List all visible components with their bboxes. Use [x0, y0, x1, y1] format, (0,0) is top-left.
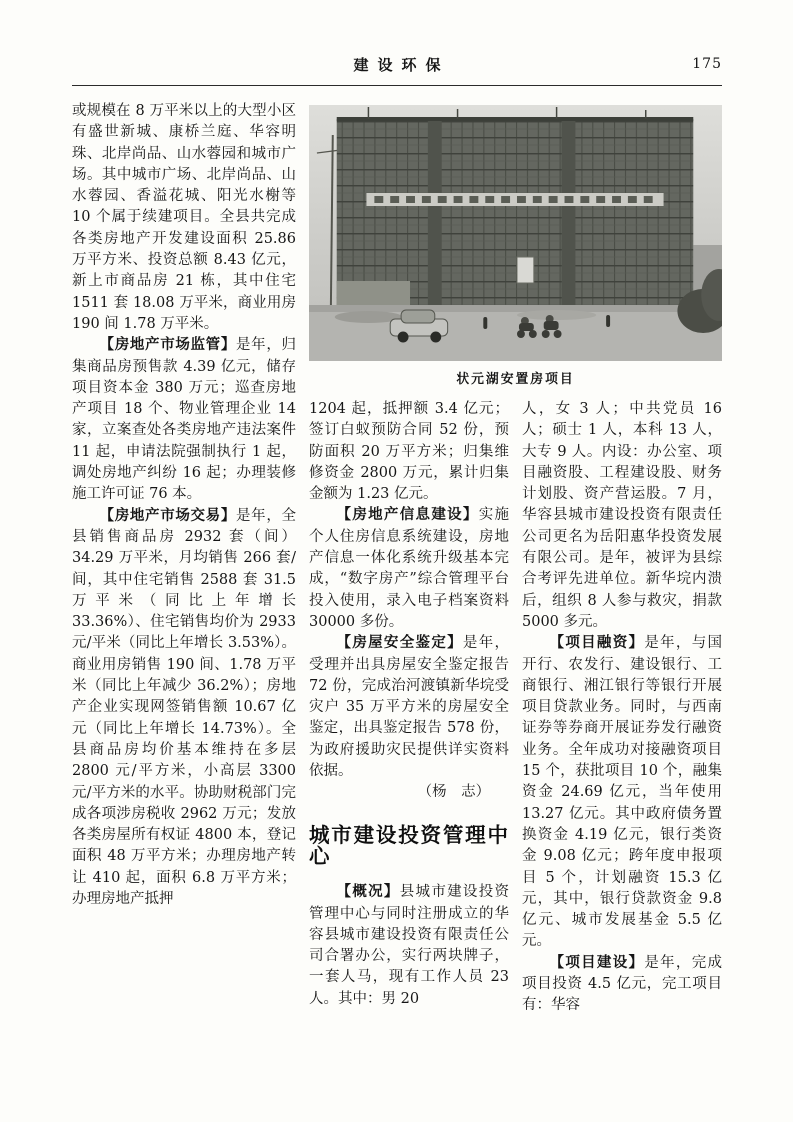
header-rule [72, 85, 722, 86]
author-signature: （杨 志） [417, 784, 491, 801]
construction-photo-art [309, 105, 722, 361]
section-title: 城市建设投资管理中心 [309, 822, 509, 868]
paragraph [309, 633, 509, 782]
paragraph-text: 县城市建设投资管理中心与同时注册成立的华容县城市建设投资有限责任公司合署办公，实行两块牌子，一套人马，现有工作人员 23 人。其中：男 20 [309, 884, 510, 1007]
paragraph-heading: 【房地产市场监管】 [99, 337, 237, 354]
page-number: 175 [692, 56, 722, 72]
paragraph-text: 是年，归集商品房预售款 4.39 亿元，储存项目资本金 380 万元；巡查房地产项目 18 个、物业管理企业 14 家，立案查处各类房地产违法案件 11 起，申请法院强制执行 1 起，调处房地产纠纷 16 起；办理装修施工许可证 76 本。 [72, 337, 297, 503]
paragraph [72, 335, 296, 505]
column-right [522, 399, 722, 1017]
paragraph [522, 399, 722, 633]
paragraph [522, 633, 722, 952]
paragraph-text: 实施个人住房信息系统建设，房地产信息一体化系统升级基本完成，“数字房产”综合管理平台投入使用，录入电子档案资料 30000 多份。 [309, 507, 510, 630]
paragraph [309, 399, 509, 505]
paragraph [309, 882, 509, 1010]
construction-photo [309, 105, 722, 361]
text-columns [309, 399, 722, 1017]
paragraph-text: 是年，完成项目投资 4.5 亿元，完工项目有：华容 [522, 954, 723, 1014]
photo-figure [309, 105, 722, 387]
paragraph-text: 是年，受理并出具房屋安全鉴定报告 72 份，完成治河渡镇新华垸受灾户 35 万平方米的房屋安全鉴定，出具鉴定报告 578 份，为政府援助灾民提供详实资料依据。 [309, 635, 510, 780]
paragraph-heading: 【概况】 [336, 884, 400, 901]
paragraph-text: 或规模在 8 万平米以上的大型小区有盛世新城、康桥兰庭、华容明珠、北岸尚品、山水蓉园和城市广场。其中城市广场、北岸尚品、山水蓉园、香溢花城、阳光水榭等 10 个属于续建项目。全县共完成各类房地产开发建设面积 25.86 万平方米、投资总额 8.43 亿元，新上市商品房 21 栋，其中住宅 1511 套 18.08 万平米，商业用房 190 间 1.78 万平米。 [72, 103, 296, 332]
paragraph-heading: 【房地产信息建设】 [336, 507, 479, 524]
column-left [72, 101, 296, 1017]
paragraph [309, 505, 509, 633]
column-middle [309, 399, 509, 1017]
paragraph-text: 是年，全县销售商品房 2932 套（间）34.29 万平米，月均销售 266 套/间，其中住宅销售 2588 套 31.5 万平米（同比上年增长 33.36%）、住宅销售均价为 2933 元/平米（同比上年增长 3.53%）。商业用房销售 190 间、1.78 万平米（同比上年减少 36.2%）；房地产企业实现网签销售额 10.67 亿元（同比上年增长 14.73%）。全县商品房均价基本维持在多层 2800 元/平方米，小高层 3300 元/平方米的水平。协助财税部门完成各项涉房税收 2962 万元；发放各类房屋所有权证 4800 本，登记面积 48 万平方米；办理房地产转让 410 起，面积 6.8 万平方米；办理房地产抵押 [72, 507, 297, 907]
header-title: 建设环保 [353, 56, 450, 74]
paragraph [72, 506, 296, 911]
paragraph [522, 953, 722, 1017]
page-body [72, 101, 722, 1017]
paragraph-heading: 【房地产市场交易】 [99, 507, 237, 524]
paragraph-heading: 【项目建设】 [549, 954, 645, 971]
right-area [309, 101, 722, 1017]
paragraph-heading: 【项目融资】 [549, 635, 645, 652]
photo-caption: 状元湖安置房项目 [456, 372, 575, 387]
paragraph-text: 人，女 3 人；中共党员 16 人；硕士 1 人，本科 13 人，大专 9 人。内设：办公室、项目融资股、工程建设股、财务计划股、资产营运股。7 月，华容县城市建设投资有限责任公司更名为岳阳惠华投资发展有限公司。是年，被评为县综合考评先进单位。新华垸内溃后，组织 8 人参与救灾，捐款 5000 多元。 [522, 401, 722, 630]
paragraph-text: 1204 起，抵押额 3.4 亿元；签订白蚁预防合同 52 份，预防面积 20 万平方米；归集维修资金 2800 万元，累计归集金额为 1.23 亿元。 [309, 401, 509, 503]
page-header [72, 54, 722, 80]
paragraph-text: 是年，与国开行、农发行、建设银行、工商银行、湘江银行等银行开展项目贷款业务。同时，与西南证券等券商开展证券发行融资业务。全年成功对接融资项目 15 个，获批项目 10 个，融集资金 24.69 亿元，当年使用 13.27 亿元。其中政府债务置换资金 4.19 亿元，银行类资金 9.08 亿元；跨年度申报项目 5 个，计划融资 15.3 亿元，其中，银行贷款资金 9.8 亿元、城市发展基金 5.5 亿元。 [522, 635, 723, 950]
paragraph-heading: 【房屋安全鉴定】 [336, 635, 463, 652]
paragraph [72, 101, 296, 335]
